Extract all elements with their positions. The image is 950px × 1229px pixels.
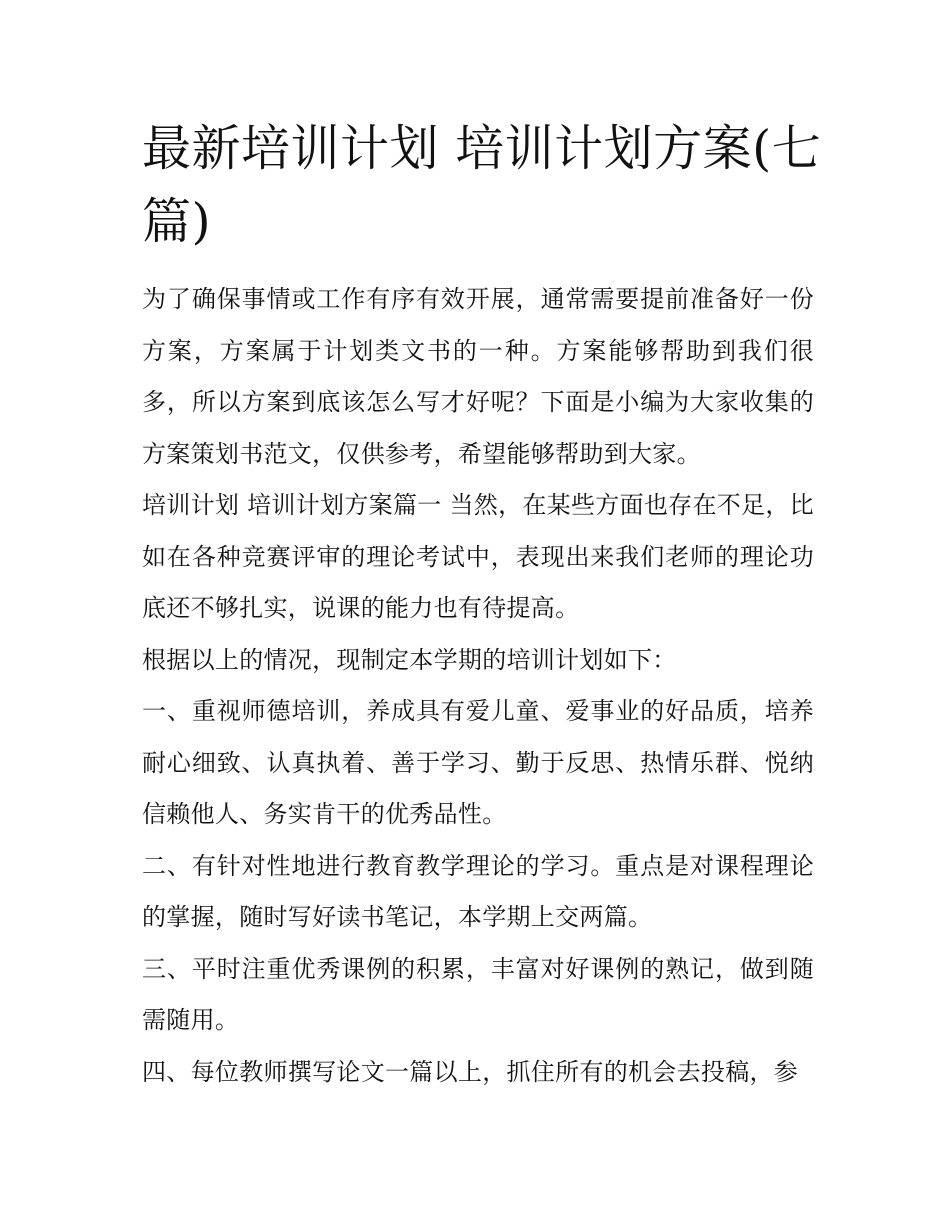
plan-item-3: 三、平时注重优秀课例的积累，丰富对好课例的熟记，做到随需随用。 xyxy=(142,954,814,1034)
document-body xyxy=(142,274,814,1098)
intro-paragraph: 为了确保事情或工作有序有效开展，通常需要提前准备好一份方案，方案属于计划类文书的一种。方案能够帮助到我们很多，所以方案到底该怎么写才好呢？下面是小编为大家收集的方案策划书范文，仅供参考，希望能够帮助到大家。 xyxy=(142,285,814,468)
plan-item-4: 四、每位教师撰写论文一篇以上，抓住所有的机会去投稿，参 xyxy=(142,1057,799,1086)
section-one-paragraph: 培训计划 培训计划方案篇一 当然，在某些方面也存在不足，比如在各种竞赛评审的理论考试中，表现出来我们老师的理论功底还不够扎实，说课的能力也有待提高。 xyxy=(142,491,814,622)
plan-lead-paragraph: 根据以上的情况，现制定本学期的培训计划如下： xyxy=(142,645,677,674)
plan-item-2: 二、有针对性地进行教育教学理论的学习。重点是对课程理论的掌握，随时写好读书笔记，本学期上交两篇。 xyxy=(142,851,814,931)
document-title: 最新培训计划 培训计划方案(七篇) xyxy=(142,120,822,250)
plan-item-1: 一、重视师德培训，养成具有爱儿童、爱事业的好品质，培养耐心细致、认真执着、善于学习、勤于反思、热情乐群、悦纳信赖他人、务实肯干的优秀品性。 xyxy=(142,697,814,828)
